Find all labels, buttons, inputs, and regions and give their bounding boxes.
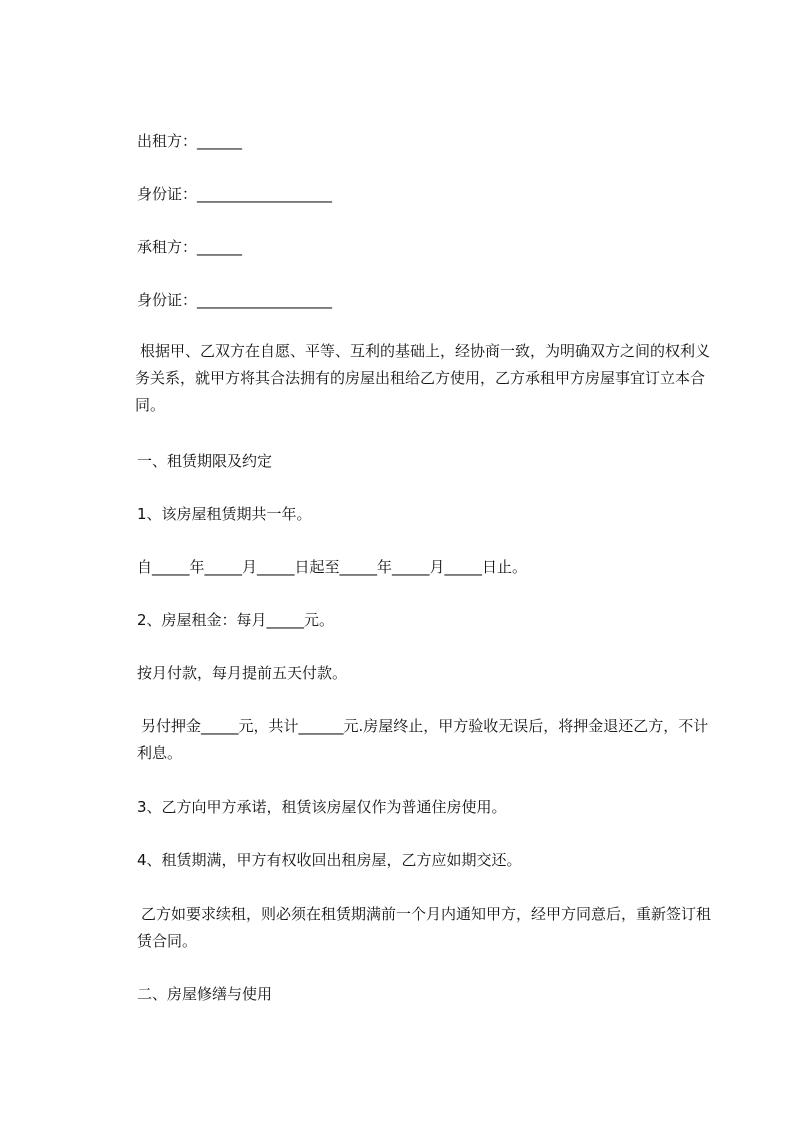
clause-1: 1、该房屋租赁期共一年。: [137, 505, 312, 523]
lessor-id-field: 身份证：__________________: [137, 185, 333, 203]
clause-3: 3、乙方向甲方承诺，租赁该房屋仅作为普通住房使用。: [137, 798, 507, 816]
section-heading-1: 一、租赁期限及约定: [137, 452, 273, 470]
lease-period-dates: 自_____年_____月_____日起至_____年_____月_____日止。: [137, 558, 528, 576]
section-heading-2: 二、房屋修缮与使用: [137, 985, 273, 1003]
clause-2-rent: 2、房屋租金：每月_____元。: [137, 611, 335, 629]
renewal-paragraph: 乙方如要求续租，则必须在租赁期满前一个月内通知甲方，经甲方同意后，重新签订租赁合同。: [137, 905, 712, 950]
lessor-field: 出租方：______: [137, 132, 243, 150]
preamble-paragraph: 根据甲、乙双方在自愿、平等、互利的基础上，经协商一致，为明确双方之间的权利义务关系，就甲方将其合法拥有的房屋出租给乙方使用，乙方承租甲方房屋事宜订立本合同。: [135, 342, 711, 414]
clause-4: 4、租赁期满，甲方有权收回出租房屋，乙方应如期交还。: [137, 851, 522, 869]
payment-terms: 按月付款，每月提前五天付款。: [137, 664, 348, 682]
deposit-paragraph: 另付押金_____元，共计______元.房屋终止，甲方验收无误后，将押金退还乙方，不计利息。: [137, 717, 709, 762]
lessee-id-field: 身份证：__________________: [137, 291, 333, 309]
lessee-field: 承租方：______: [137, 238, 243, 256]
